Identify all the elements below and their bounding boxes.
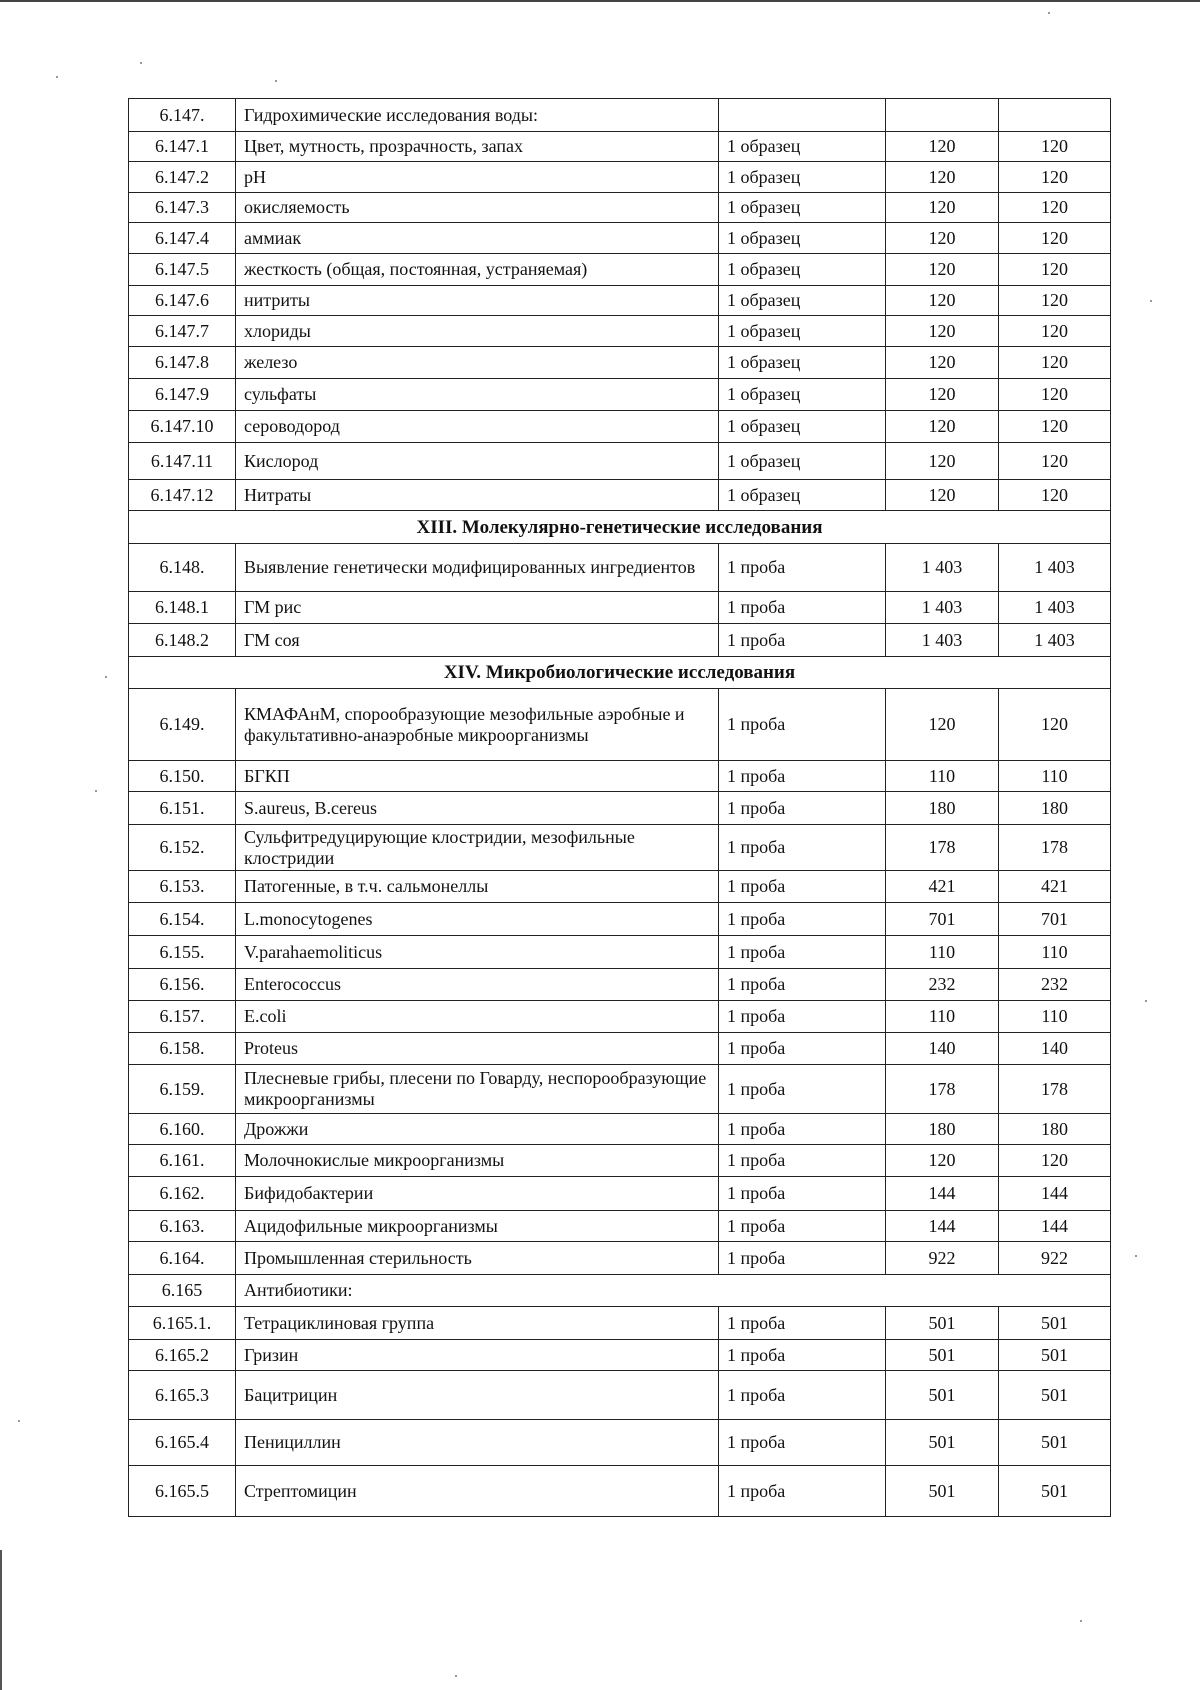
price-cell: 120	[886, 193, 999, 223]
price-cell: 701	[886, 903, 999, 936]
scan-speck	[455, 1675, 457, 1677]
table-row	[129, 286, 1111, 316]
price-cell: 120	[999, 254, 1111, 286]
item-number: 6.165	[129, 1275, 236, 1307]
item-number: 6.147.	[129, 99, 236, 132]
item-number: 6.165.5	[129, 1466, 236, 1517]
item-unit: 1 проба	[719, 1242, 886, 1275]
price-cell: 120	[886, 254, 999, 286]
scan-speck	[95, 790, 97, 792]
price-cell: 1 403	[999, 592, 1111, 624]
item-number: 6.150.	[129, 761, 236, 792]
item-name: сероводород	[236, 411, 719, 443]
price-cell: 120	[886, 132, 999, 162]
price-cell: 120	[886, 480, 999, 511]
price-cell: 140	[886, 1033, 999, 1065]
table-row	[129, 480, 1111, 511]
item-number: 6.157.	[129, 1001, 236, 1033]
table-row	[129, 132, 1111, 162]
price-cell: 421	[886, 871, 999, 903]
item-unit: 1 проба	[719, 592, 886, 624]
item-number: 6.147.2	[129, 162, 236, 193]
item-unit: 1 образец	[719, 254, 886, 286]
price-cell: 1 403	[886, 624, 999, 657]
item-unit: 1 проба	[719, 544, 886, 592]
item-unit: 1 проба	[719, 1177, 886, 1211]
price-cell: 140	[999, 1033, 1111, 1065]
item-unit: 1 образец	[719, 193, 886, 223]
item-number: 6.165.3	[129, 1371, 236, 1420]
table-row	[129, 1065, 1111, 1114]
price-cell: 178	[999, 1065, 1111, 1114]
table-row	[129, 162, 1111, 193]
price-cell: 120	[886, 379, 999, 411]
table-row	[129, 903, 1111, 936]
item-name: Стрептомицин	[236, 1466, 719, 1517]
price-cell: 144	[999, 1211, 1111, 1242]
table-row	[129, 689, 1111, 761]
price-cell: 110	[999, 1001, 1111, 1033]
table-row	[129, 1420, 1111, 1466]
price-cell: 144	[886, 1177, 999, 1211]
subheader-row	[129, 1275, 1111, 1307]
table-row	[129, 1001, 1111, 1033]
price-cell: 1 403	[886, 544, 999, 592]
price-cell: 120	[886, 689, 999, 761]
price-cell: 232	[999, 969, 1111, 1001]
item-number: 6.148.	[129, 544, 236, 592]
page-left-edge	[0, 1550, 2, 1690]
price-cell: 120	[999, 223, 1111, 254]
table-row	[129, 825, 1111, 871]
price-cell: 120	[999, 379, 1111, 411]
item-name: pH	[236, 162, 719, 193]
price-cell: 120	[999, 689, 1111, 761]
price-cell: 144	[999, 1177, 1111, 1211]
price-cell: 110	[999, 936, 1111, 969]
scan-speck	[1080, 1620, 1082, 1622]
table-row	[129, 1114, 1111, 1145]
item-name: Антибиотики:	[236, 1275, 1111, 1307]
item-unit: 1 проба	[719, 1420, 886, 1466]
item-number: 6.147.9	[129, 379, 236, 411]
price-table-body	[129, 99, 1111, 1517]
table-row	[129, 1145, 1111, 1177]
price-cell: 110	[886, 936, 999, 969]
item-number: 6.161.	[129, 1145, 236, 1177]
item-name: Промышленная стерильность	[236, 1242, 719, 1275]
table-row	[129, 936, 1111, 969]
table-row	[129, 223, 1111, 254]
item-unit: 1 проба	[719, 825, 886, 871]
item-unit: 1 образец	[719, 480, 886, 511]
item-name: L.monocytogenes	[236, 903, 719, 936]
scan-speck	[1135, 1255, 1137, 1257]
table-row	[129, 1307, 1111, 1340]
price-cell: 180	[999, 1114, 1111, 1145]
item-name: Ацидофильные микроорганизмы	[236, 1211, 719, 1242]
price-cell: 120	[999, 480, 1111, 511]
item-number: 6.147.5	[129, 254, 236, 286]
price-cell: 120	[999, 347, 1111, 379]
page-top-edge	[0, 0, 1200, 2]
price-cell: 501	[886, 1307, 999, 1340]
item-number: 6.147.1	[129, 132, 236, 162]
table-row	[129, 379, 1111, 411]
item-number: 6.147.4	[129, 223, 236, 254]
item-name: сульфаты	[236, 379, 719, 411]
price-cell: 421	[999, 871, 1111, 903]
price-table	[128, 98, 1111, 1517]
item-number: 6.158.	[129, 1033, 236, 1065]
price-cell: 120	[886, 443, 999, 480]
item-name: Гидрохимические исследования воды:	[236, 99, 719, 132]
item-name: Бифидобактерии	[236, 1177, 719, 1211]
item-number: 6.148.2	[129, 624, 236, 657]
price-cell: 501	[999, 1371, 1111, 1420]
item-name: V.parahaemoliticus	[236, 936, 719, 969]
item-unit: 1 образец	[719, 443, 886, 480]
item-name: Нитраты	[236, 480, 719, 511]
price-cell: 110	[886, 761, 999, 792]
item-unit: 1 образец	[719, 347, 886, 379]
item-unit: 1 образец	[719, 379, 886, 411]
item-number: 6.147.11	[129, 443, 236, 480]
item-name: Пенициллин	[236, 1420, 719, 1466]
item-name: Тетрациклиновая группа	[236, 1307, 719, 1340]
price-cell: 701	[999, 903, 1111, 936]
price-cell: 922	[886, 1242, 999, 1275]
price-cell: 144	[886, 1211, 999, 1242]
item-unit: 1 проба	[719, 1466, 886, 1517]
price-cell: 110	[886, 1001, 999, 1033]
item-name: Кислород	[236, 443, 719, 480]
table-row	[129, 1466, 1111, 1517]
table-row	[129, 347, 1111, 379]
item-number: 6.162.	[129, 1177, 236, 1211]
item-name: хлориды	[236, 316, 719, 347]
table-row	[129, 1242, 1111, 1275]
price-cell: 120	[886, 1145, 999, 1177]
table-row	[129, 1340, 1111, 1371]
item-name: Сульфитредуцирующие клостридии, мезофильные клостридии	[236, 825, 719, 871]
item-number: 6.147.3	[129, 193, 236, 223]
table-row	[129, 99, 1111, 132]
item-name: E.coli	[236, 1001, 719, 1033]
scan-speck	[275, 80, 277, 82]
table-row	[129, 761, 1111, 792]
item-unit: 1 проба	[719, 1145, 886, 1177]
table-row	[129, 411, 1111, 443]
item-name: Патогенные, в т.ч. сальмонеллы	[236, 871, 719, 903]
scan-speck	[105, 676, 107, 678]
item-number: 6.165.4	[129, 1420, 236, 1466]
item-name: КМАФАнМ, спорообразующие мезофильные аэробные и факультативно-анаэробные микроорганизмы	[236, 689, 719, 761]
price-cell: 501	[886, 1371, 999, 1420]
price-cell: 180	[886, 792, 999, 825]
table-row	[129, 1177, 1111, 1211]
scan-speck	[140, 62, 142, 64]
table-row	[129, 544, 1111, 592]
price-cell: 501	[999, 1307, 1111, 1340]
item-unit: 1 проба	[719, 1114, 886, 1145]
item-name: Цвет, мутность, прозрачность, запах	[236, 132, 719, 162]
price-cell: 501	[999, 1466, 1111, 1517]
item-number: 6.147.7	[129, 316, 236, 347]
price-cell: 120	[999, 132, 1111, 162]
item-number: 6.164.	[129, 1242, 236, 1275]
scan-speck	[18, 1420, 20, 1422]
price-cell: 120	[999, 411, 1111, 443]
price-cell: 501	[886, 1340, 999, 1371]
item-name: железо	[236, 347, 719, 379]
item-unit: 1 образец	[719, 411, 886, 443]
item-number: 6.149.	[129, 689, 236, 761]
price-cell: 178	[999, 825, 1111, 871]
item-name: Гризин	[236, 1340, 719, 1371]
item-number: 6.165.2	[129, 1340, 236, 1371]
item-number: 6.155.	[129, 936, 236, 969]
item-unit: 1 проба	[719, 624, 886, 657]
section-title: XIII. Молекулярно-генетические исследования	[129, 511, 1111, 544]
item-unit: 1 проба	[719, 871, 886, 903]
price-cell: 120	[999, 286, 1111, 316]
table-row	[129, 1371, 1111, 1420]
scan-speck	[1048, 12, 1050, 14]
price-cell: 120	[886, 162, 999, 193]
price-cell: 178	[886, 1065, 999, 1114]
table-row	[129, 254, 1111, 286]
item-unit: 1 проба	[719, 1211, 886, 1242]
item-name: окисляемость	[236, 193, 719, 223]
item-unit: 1 проба	[719, 761, 886, 792]
item-unit: 1 проба	[719, 1340, 886, 1371]
item-number: 6.159.	[129, 1065, 236, 1114]
item-name: Дрожжи	[236, 1114, 719, 1145]
item-unit: 1 образец	[719, 223, 886, 254]
item-unit: 1 проба	[719, 1065, 886, 1114]
item-unit: 1 проба	[719, 792, 886, 825]
item-name: ГМ соя	[236, 624, 719, 657]
item-number: 6.165.1.	[129, 1307, 236, 1340]
table-row	[129, 969, 1111, 1001]
item-number: 6.160.	[129, 1114, 236, 1145]
item-number: 6.147.8	[129, 347, 236, 379]
price-cell: 501	[999, 1420, 1111, 1466]
item-number: 6.152.	[129, 825, 236, 871]
item-name: Enterococcus	[236, 969, 719, 1001]
price-cell: 120	[999, 443, 1111, 480]
item-unit: 1 проба	[719, 1001, 886, 1033]
item-number: 6.163.	[129, 1211, 236, 1242]
scan-speck	[1145, 1000, 1147, 1002]
table-row	[129, 624, 1111, 657]
price-cell	[999, 99, 1111, 132]
price-cell: 501	[999, 1340, 1111, 1371]
price-cell: 110	[999, 761, 1111, 792]
table-row	[129, 316, 1111, 347]
section-header-row	[129, 657, 1111, 689]
section-title: XIV. Микробиологические исследования	[129, 657, 1111, 689]
price-cell: 120	[999, 1145, 1111, 1177]
price-cell	[886, 99, 999, 132]
item-name: аммиак	[236, 223, 719, 254]
price-cell: 120	[886, 223, 999, 254]
item-name: БГКП	[236, 761, 719, 792]
item-number: 6.147.10	[129, 411, 236, 443]
item-number: 6.147.12	[129, 480, 236, 511]
item-unit: 1 проба	[719, 1371, 886, 1420]
item-unit: 1 образец	[719, 286, 886, 316]
item-name: нитриты	[236, 286, 719, 316]
price-cell: 501	[886, 1420, 999, 1466]
item-name: Бацитрицин	[236, 1371, 719, 1420]
price-cell: 922	[999, 1242, 1111, 1275]
item-name: Плесневые грибы, плесени по Говарду, неспорообразующие микроорганизмы	[236, 1065, 719, 1114]
table-row	[129, 443, 1111, 480]
price-cell: 1 403	[999, 544, 1111, 592]
scan-speck	[56, 76, 58, 78]
price-cell: 178	[886, 825, 999, 871]
item-number: 6.151.	[129, 792, 236, 825]
section-header-row	[129, 511, 1111, 544]
item-number: 6.147.6	[129, 286, 236, 316]
table-row	[129, 1211, 1111, 1242]
price-cell: 120	[886, 347, 999, 379]
price-cell: 501	[886, 1466, 999, 1517]
item-name: Молочнокислые микроорганизмы	[236, 1145, 719, 1177]
table-row	[129, 792, 1111, 825]
price-cell: 1 403	[999, 624, 1111, 657]
price-cell: 120	[999, 193, 1111, 223]
price-cell: 120	[999, 316, 1111, 347]
item-unit: 1 проба	[719, 689, 886, 761]
item-number: 6.148.1	[129, 592, 236, 624]
price-cell: 120	[886, 286, 999, 316]
item-unit: 1 проба	[719, 969, 886, 1001]
item-number: 6.154.	[129, 903, 236, 936]
price-cell: 1 403	[886, 592, 999, 624]
price-cell: 232	[886, 969, 999, 1001]
price-cell: 180	[999, 792, 1111, 825]
item-unit: 1 проба	[719, 903, 886, 936]
price-cell: 120	[886, 316, 999, 347]
price-cell: 120	[999, 162, 1111, 193]
item-name: жесткость (общая, постоянная, устраняемая)	[236, 254, 719, 286]
price-cell: 180	[886, 1114, 999, 1145]
item-number: 6.156.	[129, 969, 236, 1001]
item-unit: 1 образец	[719, 316, 886, 347]
item-unit: 1 проба	[719, 1307, 886, 1340]
item-name: S.aureus, B.cereus	[236, 792, 719, 825]
item-unit: 1 проба	[719, 1033, 886, 1065]
table-row	[129, 1033, 1111, 1065]
table-row	[129, 193, 1111, 223]
item-unit: 1 проба	[719, 936, 886, 969]
scan-speck	[1150, 300, 1152, 302]
item-name: Proteus	[236, 1033, 719, 1065]
item-unit	[719, 99, 886, 132]
item-name: ГМ рис	[236, 592, 719, 624]
item-unit: 1 образец	[719, 132, 886, 162]
table-row	[129, 592, 1111, 624]
table-row	[129, 871, 1111, 903]
item-unit: 1 образец	[719, 162, 886, 193]
item-number: 6.153.	[129, 871, 236, 903]
item-name: Выявление генетически модифицированных ингредиентов	[236, 544, 719, 592]
price-cell: 120	[886, 411, 999, 443]
